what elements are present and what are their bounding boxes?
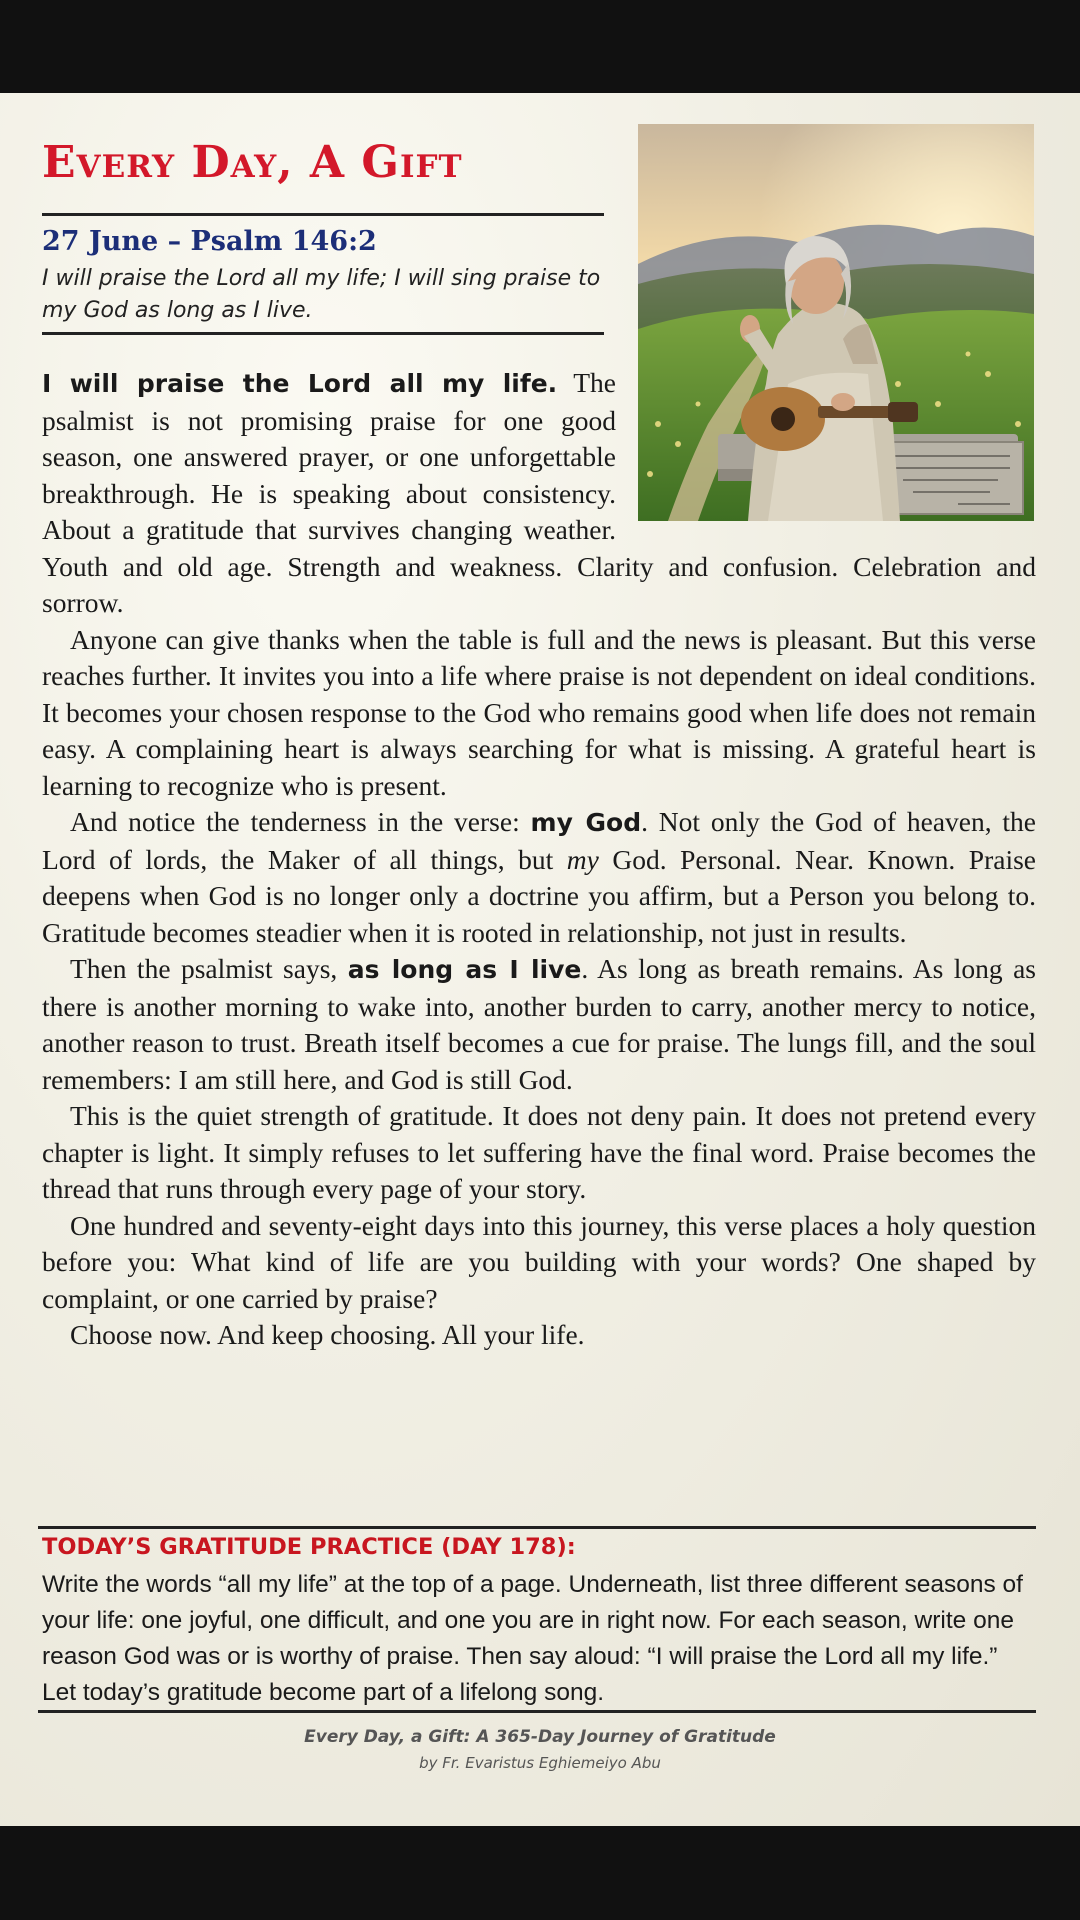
- footer-author: by Fr. Evaristus Eghiemeiyo Abu: [419, 1754, 661, 1772]
- paragraph-7: Choose now. And keep choosing. All your life.: [70, 1319, 585, 1350]
- photo-wrap-spacer: [616, 365, 1036, 525]
- paragraph-4: [42, 951, 1036, 1098]
- footer-book-title: Every Day, a Gift: A 365-Day Journey of Gratitude: [304, 1727, 776, 1747]
- title-divider: [42, 213, 604, 216]
- paragraph-3-italic: my: [566, 843, 599, 875]
- top-black-bar: [0, 0, 1080, 93]
- paragraph-3-mid: . Not only the God of heaven, the Lord of lords, the Maker of all things, but: [42, 806, 1037, 875]
- paragraph-3: [42, 804, 1036, 951]
- paragraph-6: One hundred and seventy-eight days into this journey, this verse places a holy question before you: What kind of life are you building with your words? One shaped by complaint, or one carried by praise?: [42, 1209, 1036, 1314]
- paragraph-4-pre: Then the psalmist says,: [70, 953, 348, 984]
- devotional-body: [42, 365, 1036, 1354]
- bottom-black-bar: [0, 1826, 1080, 1920]
- date-reference: 27 June – Psalm 146:2: [42, 226, 377, 257]
- paragraph-4-post: . As long as breath remains. As long as there is another morning to wake into, another burden to carry, another mercy to notice, another reason to trust. Breath itself becomes a cue for praise. The lungs fill, and the soul remembers: I am still here, and God is still God.: [42, 953, 1036, 1095]
- paragraph-2: Anyone can give thanks when the table is full and the news is pleasant. But this verse reaches further. It invites you into a life where praise is not dependent on ideal conditions. It becomes your chosen response to the God who remains good when life does not remain easy. A complaining heart is always searching for what is missing. A grateful heart is learning to recognize who is present.: [42, 623, 1036, 801]
- practice-body: Write the words “all my life” at the top of a page. Underneath, list three different seasons of your life: one joyful, one difficult, and one you are in right now. For each season, write one reason God was or is worthy of praise. Then say aloud: “I will praise the Lord all my life.” Let today’s gratitude become part of a lifelong song.: [42, 1571, 1023, 1706]
- paragraph-3-bold: my God: [530, 808, 642, 837]
- paragraph-1-lead: I will praise the Lord all my life.: [42, 369, 558, 398]
- scripture-verse: I will praise the Lord all my life; I will sing praise to my God as long as I live.: [42, 266, 601, 323]
- devotional-page: [0, 93, 1080, 1826]
- paragraph-3-pre: And notice the tenderness in the verse:: [70, 806, 531, 837]
- verse-divider: [42, 332, 604, 335]
- practice-bottom-divider: [38, 1710, 1036, 1713]
- paragraph-5: This is the quiet strength of gratitude. It does not deny pain. It does not pretend every chapter is light. It simply refuses to let suffering have the final word. Praise becomes the thread that runs through every page of your story.: [42, 1100, 1036, 1204]
- practice-top-divider: [38, 1526, 1036, 1529]
- paragraph-4-bold: as long as I live: [347, 955, 582, 984]
- practice-heading: TODAY’S GRATITUDE PRACTICE (DAY 178):: [42, 1534, 576, 1560]
- paragraph-1-text: The psalmist is not promising praise for one good season, one answered prayer, or one unforgettable breakthrough. He is speaking about consistency. About a gratitude that survives changing weather. Youth and old age. Strength and weakness. Clarity and confusion. Celebration and sorrow.: [42, 367, 1036, 618]
- page-title: Every Day, A Gift: [42, 137, 463, 188]
- paragraph-3-post: God. Personal. Near. Known. Praise deepens when God is no longer only a doctrine you affirm, but a Person you belong to. Gratitude becomes steadier when it is rooted in relationship, not just in results.: [42, 843, 1037, 948]
